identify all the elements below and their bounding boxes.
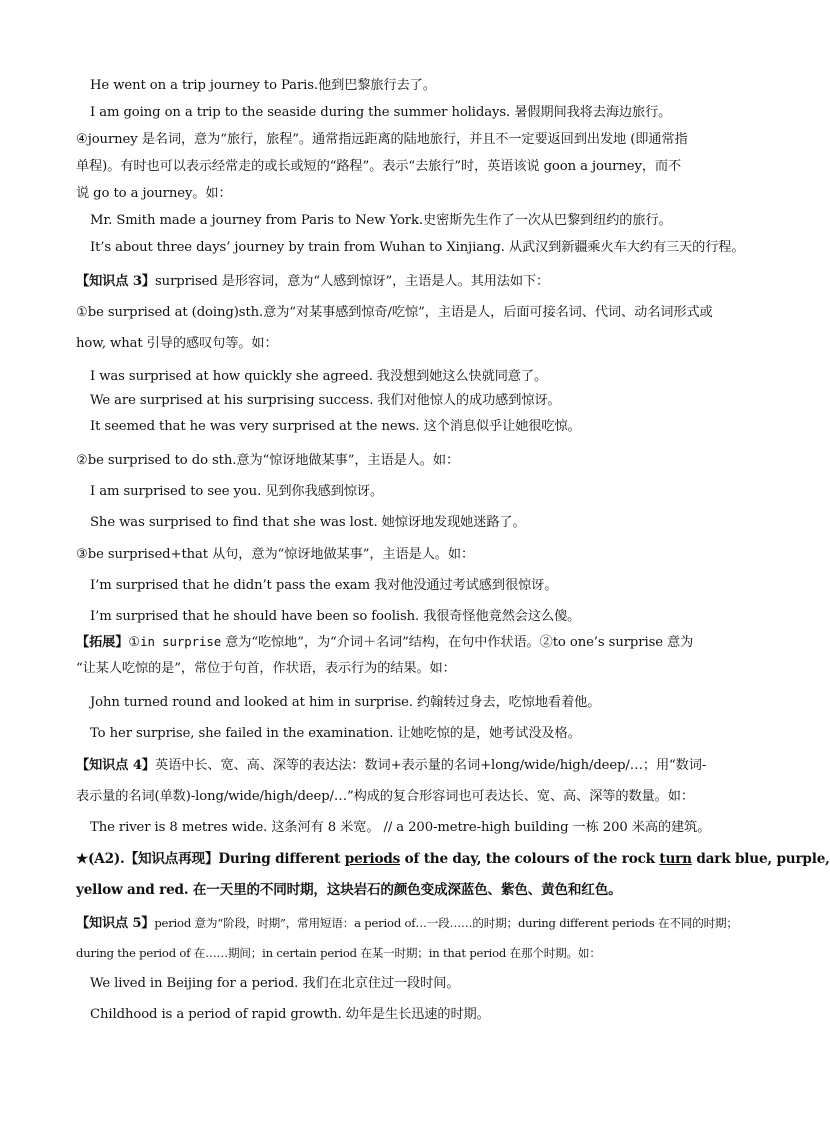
paragraph-line: ③be surprised+that 从句，意为“惊讶地做某事”，主语是人。如： [76, 547, 475, 562]
paragraph-line: 表示量的名词(单数)-long/wide/high/deep/…”构成的复合形容词也可表达长、宽、高、深等的数量。如： [76, 789, 694, 804]
example-line: It’s about three days’ journey by train from Wuhan to Xinjiang. 从武汉到新疆乘火车大约有三天的行程。 [90, 240, 745, 255]
recap-text: dark blue, purple, [691, 851, 830, 867]
example-line: Childhood is a period of rapid growth. 幼年是生长迅速的时期。 [90, 1007, 490, 1022]
example-line: We lived in Beijing for a period. 我们在北京住过一段时间。 [90, 976, 460, 991]
example-line: John turned round and looked at him in surprise. 约翰转过身去，吃惊地看着他。 [90, 695, 601, 710]
example-line: I am going on a trip to the seaside during the summer holidays. 暑假期间我将去海边旅行。 [90, 105, 672, 120]
example-line: We are surprised at his surprising success. 我们对他惊人的成功感到惊讶。 [90, 393, 561, 408]
example-line: She was surprised to find that she was lost. 她惊讶地发现她迷路了。 [90, 515, 526, 530]
underlined-word-turn: turn [659, 851, 692, 867]
recap-translation: yellow and red. 在一天里的不同时期，这块岩石的颜色变成深蓝色、紫色、黄色和红色。 [76, 882, 622, 898]
knowledge-point-text: 英语中长、宽、高、深等的表达法：数词+表示量的名词+long/wide/high/deep/…；用“数词- [155, 758, 707, 773]
phrase-in-surprise: in surprise [140, 634, 222, 649]
paragraph-line: during the period of 在……期间；in certain period 在某一时期；in that period 在那个时期。如： [76, 946, 601, 960]
paragraph-line: 说 go to a journey。如： [76, 186, 232, 201]
knowledge-point-3 [76, 272, 549, 292]
paragraph-line: 单程)。有时也可以表示经常走的或长或短的“路程”。表示“去旅行”时，英语该说 goon a journey，而不 [76, 159, 682, 174]
knowledge-point-recap [76, 849, 830, 869]
example-line: It seemed that he was very surprised at the news. 这个消息似乎让她很吃惊。 [90, 419, 581, 434]
example-line: I am surprised to see you. 见到你我感到惊讶。 [90, 484, 384, 499]
paragraph-line: ④journey 是名词，意为“旅行，旅程”。通常指远距离的陆地旅行，并且不一定要返回到出发地 (即通常指 [76, 132, 688, 147]
example-line: I’m surprised that he should have been so foolish. 我很奇怪他竟然会这么傻。 [90, 609, 581, 624]
example-line: I’m surprised that he didn’t pass the exam 我对他没通过考试感到很惊讶。 [90, 578, 558, 593]
paragraph-line: how, what 引导的感叹句等。如： [76, 336, 278, 351]
recap-text: of the day, the colours of the rock [400, 851, 660, 867]
knowledge-point-4 [76, 756, 706, 776]
example-line: Mr. Smith made a journey from Paris to New York.史密斯先生作了一次从巴黎到纽约的旅行。 [90, 213, 672, 228]
knowledge-point-text: surprised 是形容词，意为“人感到惊讶”，主语是人。其用法如下： [155, 274, 550, 289]
example-line: I was surprised at how quickly she agreed. 我没想到她这么快就同意了。 [90, 369, 548, 384]
recap-text: ★(A2).【知识点再现】During different [76, 851, 345, 867]
knowledge-point-label: 【知识点 3】 [76, 274, 156, 289]
paragraph-line: ①be surprised at (doing)sth.意为“对某事感到惊奇/吃惊”，主语是人，后面可接名词、代词、动名词形式或 [76, 305, 713, 320]
knowledge-point-5 [76, 913, 738, 934]
extension-note [76, 632, 693, 653]
knowledge-point-text: period 意为“阶段，时期”，常用短语：a period of…一段……的时期；during different periods 在不同的时期； [154, 916, 738, 930]
paragraph-line: ②be surprised to do sth.意为“惊讶地做某事”，主语是人。如： [76, 453, 460, 468]
example-line: He went on a trip journey to Paris.他到巴黎旅行去了。 [90, 78, 436, 93]
underlined-word-periods: periods [344, 851, 401, 867]
knowledge-point-label: 【知识点 5】 [76, 916, 155, 931]
knowledge-point-label: 【知识点 4】 [76, 758, 156, 773]
extension-label: 【拓展】 [76, 635, 129, 650]
paragraph-line: “让某人吃惊的是”，常位于句首，作状语，表示行为的结果。如： [76, 661, 456, 676]
example-line: To her surprise, she failed in the examination. 让她吃惊的是，她考试没及格。 [90, 726, 581, 741]
example-line: The river is 8 metres wide. 这条河有 8 米宽。 // a 200-metre-high building 一栋 200 米高的建筑。 [90, 820, 711, 835]
extension-marker: ① [128, 635, 141, 650]
extension-text: 意为“吃惊地”，为“介词＋名词”结构，在句中作状语。②to one’s surprise 意为 [221, 635, 694, 650]
